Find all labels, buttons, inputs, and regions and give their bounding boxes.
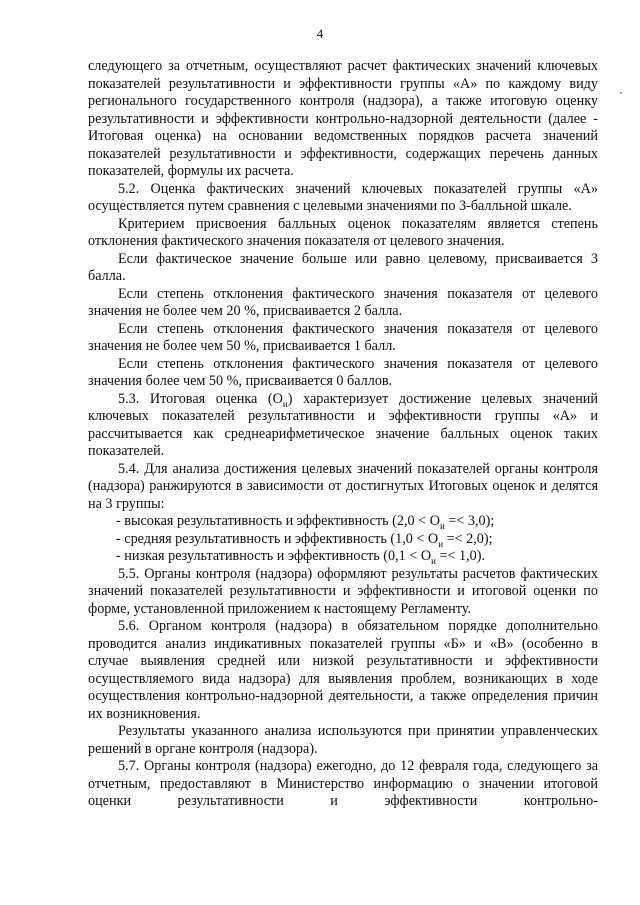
paragraph-results: Результаты указанного анализа используются при принятии управленческих решений в органе контроля (надзора). bbox=[88, 723, 598, 757]
list-item-low: - низкая результативность и эффективность $(0,1 < О_и =< 1,0)$. bbox=[116, 548, 486, 566]
list-item-medium: - средняя результативность и эффективность $(1,0 < О_и =< 2,0)$; bbox=[116, 530, 493, 549]
paragraph-5-5: 5.5. Органы контроля (надзора) оформляют результаты расчетов фактических значений показателей результативности и эффективности и итоговой оценки по форме, установленной приложением к настоящему Регламенту. bbox=[88, 565, 598, 617]
paragraph-continuation: следующего за отчетным, осуществляют расчет фактических значений ключевых показателей результативности и эффективности группы «А» по каждому виду регионального государственного контроля (надзора), а также итоговую оценку результативности и эффективности контрольно-надзорной деятельности (далее - Итоговая оценка) на основании ведомственных порядков расчета значений показателей результативности и эффективности, содержащих перечень данных показателей, формулы их расчета. bbox=[88, 58, 598, 179]
paragraph-2-points: Если степень отклонения фактического значения показателя от целевого значения не более чем 20 %, присваивается 2 балла. bbox=[88, 285, 598, 319]
list-item-high: - высокая результативность и эффективность $(2,0 < О_и =< 3,0)$; bbox=[116, 513, 495, 531]
document-body bbox=[88, 58, 598, 811]
paragraph-5-2: 5.2. Оценка фактических значений ключевых показателей группы «А» осуществляется путем сравнения с целевыми значениями по 3-балльной шкале. bbox=[88, 180, 598, 214]
paragraph-5-7: 5.7. Органы контроля (надзора) ежегодно, до 12 февраля года, следующего за отчетным, предоставляют в Министерство информацию о значении итоговой оценки результативности и эффективности контрольно- bbox=[88, 758, 598, 809]
paragraph-1-point: Если степень отклонения фактического значения показателя от целевого значения не более чем 50 %, присваивается 1 балл. bbox=[88, 320, 598, 354]
paragraph-0-points: Если степень отклонения фактического значения показателя от целевого значения более чем 50 %, присваивается 0 баллов. bbox=[88, 355, 598, 389]
paragraph-criterion: Критерием присвоения балльных оценок показателям является степень отклонения фактического значения показателя от целевого значения. bbox=[88, 215, 598, 249]
paragraph-3-points: Если фактическое значение больше или равно целевому, присваивается 3 балла. bbox=[88, 250, 598, 284]
margin-mark bbox=[620, 92, 622, 94]
paragraph-5-3: 5.3. Итоговая оценка $(О_и)$ характеризует достижение целевых значений ключевых показателей результативности и эффективности группы «А» и рассчитывается как среднеарифметическое значение балльных оценок таких показателей. bbox=[88, 390, 598, 459]
paragraph-5-4: 5.4. Для анализа достижения целевых значений показателей органы контроля (надзора) ранжируются в зависимости от достигнутых Итоговых оценок и делятся на 3 группы: bbox=[88, 460, 598, 512]
paragraph-5-6: 5.6. Органом контроля (надзора) в обязательном порядке дополнительно проводится анализ индикативных показателей группы «Б» и «В» (особенно в случае выявления средней или низкой результативности и эффективности осуществляемого вида надзора) для выявления проблем, возникающих в ходе осуществления контрольно-надзорной деятельности, а также определения причин их возникновения. bbox=[88, 618, 598, 722]
page-number: 4 bbox=[316, 26, 324, 41]
